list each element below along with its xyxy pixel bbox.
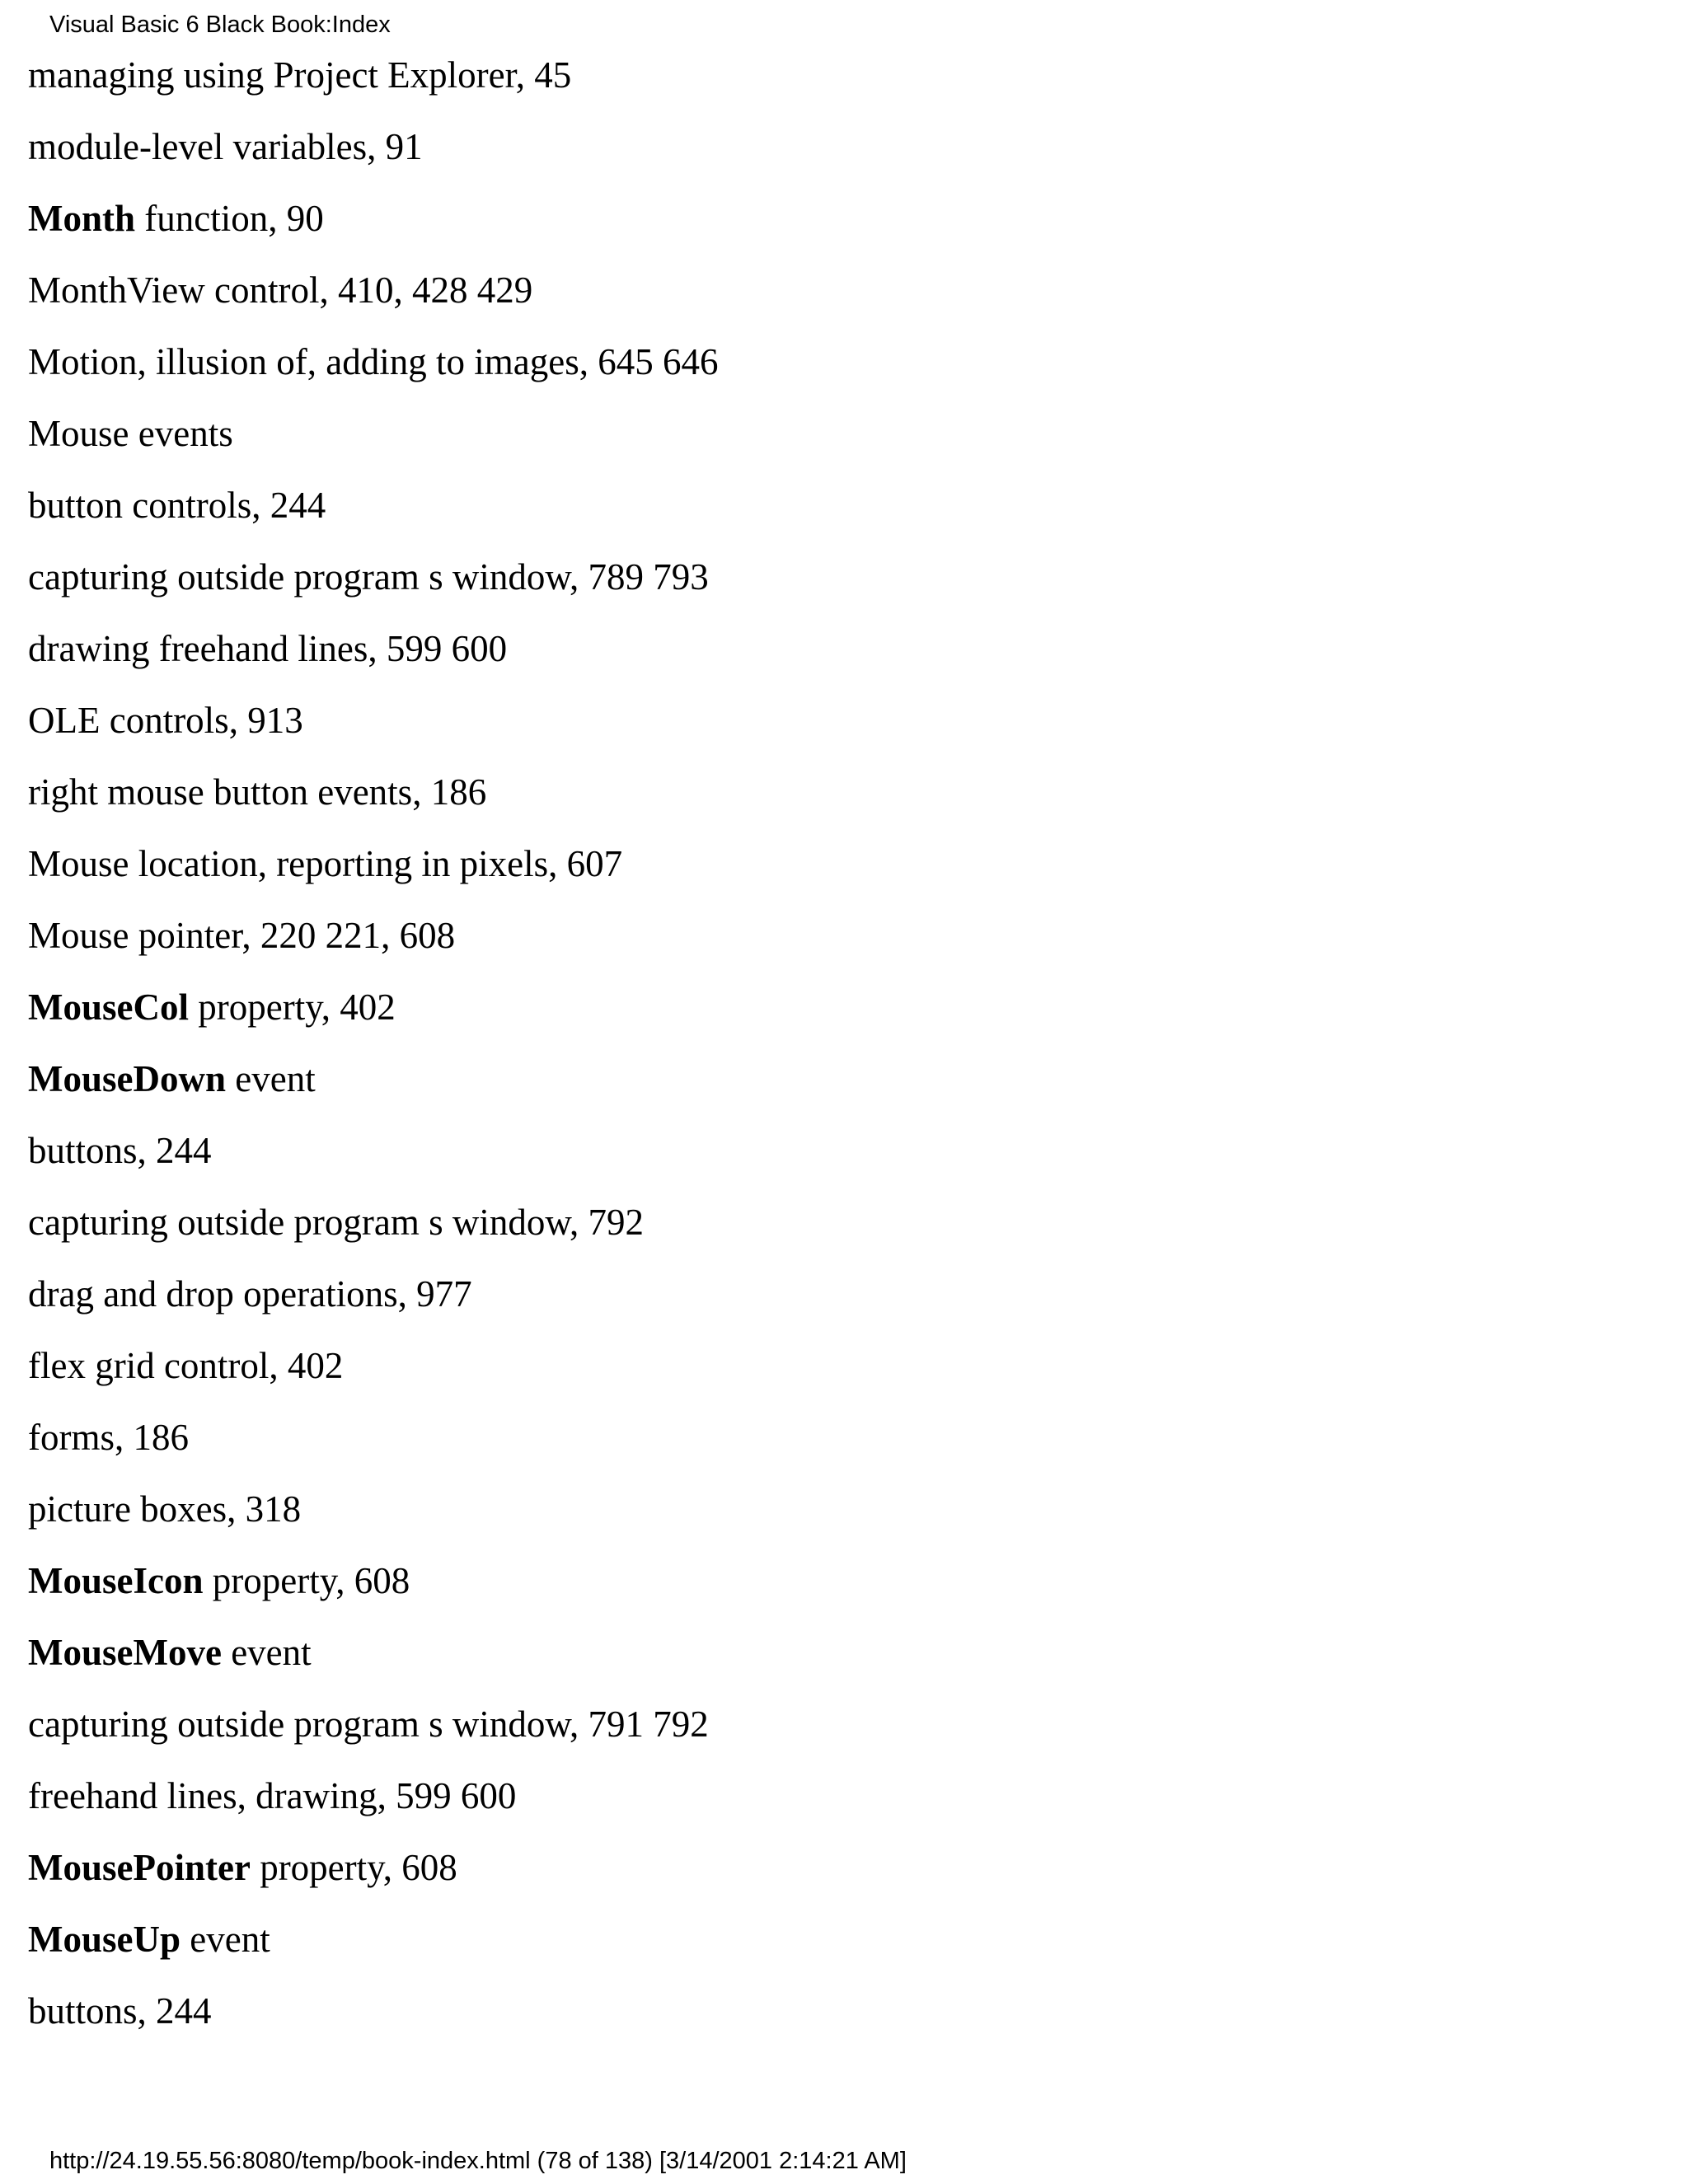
- index-entry-text: buttons, 244: [28, 1130, 212, 1171]
- index-entry-text: MonthView control, 410, 428 429: [28, 269, 533, 311]
- index-entry: [28, 1127, 718, 1199]
- index-entry-text: property, 608: [203, 1560, 410, 1601]
- index-term: MouseIcon: [28, 1560, 204, 1601]
- index-entry-text: capturing outside program s window, 791 792: [28, 1704, 709, 1745]
- index-entry-text: capturing outside program s window, 789 793: [28, 556, 709, 598]
- index-entry: [28, 554, 718, 626]
- index-entry: [28, 482, 718, 554]
- index-entry: [28, 124, 718, 195]
- index-entry-text: event: [226, 1058, 316, 1099]
- index-entry: [28, 1844, 718, 1916]
- index-entry: [28, 1414, 718, 1486]
- index-entry: [28, 697, 718, 769]
- index-entry-text: right mouse button events, 186: [28, 771, 487, 813]
- index-entry: [28, 52, 718, 124]
- page-footer-url: http://24.19.55.56:8080/temp/book-index.html (78 of 138) [3/14/2001 2:14:21 AM]: [49, 2148, 907, 2174]
- index-entry: [28, 1558, 718, 1629]
- index-entry: [28, 984, 718, 1056]
- index-term: MouseDown: [28, 1058, 227, 1099]
- index-entry: [28, 1629, 718, 1701]
- index-entry-text: module-level variables, 91: [28, 126, 423, 167]
- index-entry-text: Mouse location, reporting in pixels, 607: [28, 843, 623, 884]
- index-entry: [28, 1199, 718, 1271]
- index-entry-text: Motion, illusion of, adding to images, 645 646: [28, 341, 719, 382]
- index-entry: [28, 1988, 718, 2060]
- index-entry: [28, 1271, 718, 1343]
- index-entry: [28, 267, 718, 339]
- index-entry-text: Mouse events: [28, 413, 233, 454]
- index-entry-text: function, 90: [135, 198, 324, 239]
- index-entry: [28, 769, 718, 841]
- index-entry-text: OLE controls, 913: [28, 700, 303, 741]
- index-entry: [28, 339, 718, 410]
- index-entry-text: drawing freehand lines, 599 600: [28, 628, 508, 669]
- index-entry-text: drag and drop operations, 977: [28, 1273, 472, 1315]
- index-entry-text: property, 402: [189, 987, 396, 1028]
- index-term: MouseCol: [28, 987, 189, 1028]
- index-term: Month: [28, 198, 136, 239]
- index-entry: [28, 195, 718, 267]
- index-entry-text: event: [221, 1632, 312, 1673]
- index-entry: [28, 912, 718, 984]
- index-entry: [28, 1486, 718, 1558]
- index-entry: [28, 1343, 718, 1414]
- index-term: MouseMove: [28, 1632, 222, 1673]
- index-term: MousePointer: [28, 1847, 251, 1888]
- index-entry-text: property, 608: [250, 1847, 457, 1888]
- index-entry: [28, 1056, 718, 1127]
- index-entry-text: freehand lines, drawing, 599 600: [28, 1775, 517, 1816]
- index-entry-text: button controls, 244: [28, 485, 326, 526]
- index-entry: [28, 841, 718, 912]
- index-entry: [28, 626, 718, 697]
- index-term: MouseUp: [28, 1919, 181, 1960]
- index-list: [28, 52, 718, 2060]
- index-entry-text: picture boxes, 318: [28, 1488, 302, 1530]
- index-entry-text: capturing outside program s window, 792: [28, 1202, 644, 1243]
- index-entry: [28, 1701, 718, 1773]
- page-header: Visual Basic 6 Black Book:Index: [49, 12, 391, 38]
- index-entry-text: forms, 186: [28, 1417, 189, 1458]
- index-entry: [28, 1916, 718, 1988]
- index-entry-text: flex grid control, 402: [28, 1345, 344, 1386]
- index-entry: [28, 410, 718, 482]
- index-entry-text: event: [181, 1919, 270, 1960]
- index-entry-text: managing using Project Explorer, 45: [28, 54, 572, 96]
- index-entry-text: Mouse pointer, 220 221, 608: [28, 915, 456, 956]
- index-entry: [28, 1773, 718, 1844]
- index-entry-text: buttons, 244: [28, 1990, 212, 2032]
